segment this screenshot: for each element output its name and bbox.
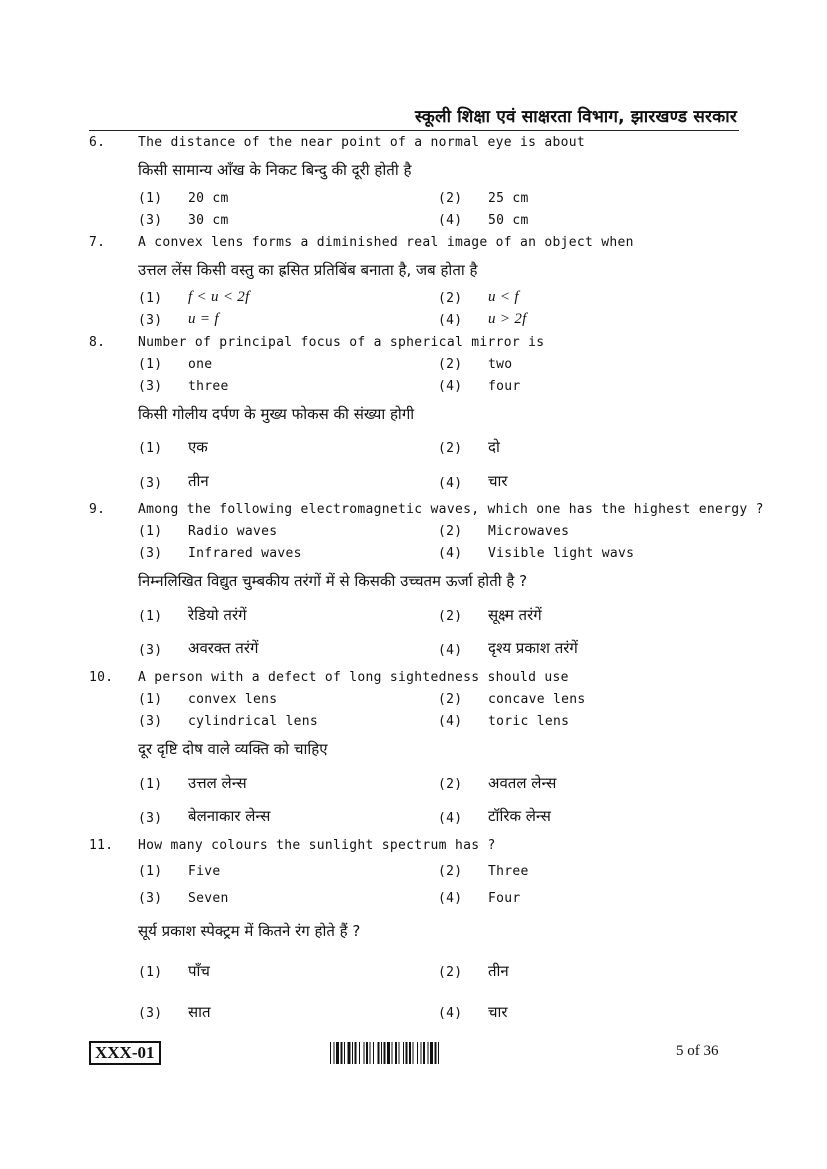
question-text-en: How many colours the sunlight spectrum has ? (138, 838, 496, 853)
option-text: 30 cm (188, 213, 229, 228)
question-text-en: Among the following electromagnetic waves, which one has the highest energy ? (138, 502, 764, 517)
option-text: सात (188, 1003, 211, 1021)
option-number: (3) (138, 213, 163, 228)
option-number: (4) (438, 476, 463, 491)
option-text: convex lens (188, 692, 278, 707)
page-header-title: स्कूली शिक्षा एवं साक्षरता विभाग, झारखण्ड सरकार (414, 107, 737, 127)
option-text: दृश्य प्रकाश तरंगें (488, 639, 578, 657)
option-number: (3) (138, 1006, 163, 1021)
option-number: (2) (438, 965, 463, 980)
option-text: चार (488, 472, 508, 490)
paper-code-box: XXX-01 (89, 1041, 161, 1065)
option-number: (3) (138, 714, 163, 729)
question-number: 7. (89, 235, 106, 250)
option-text: अवतल लेन्स (488, 774, 557, 792)
option-number: (1) (138, 524, 163, 539)
option-text: u < f (488, 289, 519, 305)
option-text: two (488, 357, 513, 372)
option-number: (4) (438, 379, 463, 394)
question-text-en: A person with a defect of long sightedness should use (138, 670, 569, 685)
option-number: (4) (438, 313, 463, 328)
option-number: (4) (438, 1006, 463, 1021)
option-text: रेडियो तरंगें (188, 606, 247, 624)
option-number: (1) (138, 965, 163, 980)
option-text: सूक्ष्म तरंगें (488, 606, 542, 624)
option-text: Infrared waves (188, 546, 302, 561)
barcode (330, 1042, 502, 1064)
question-number: 9. (89, 502, 106, 517)
option-text: three (188, 379, 229, 394)
option-text: अवरक्त तरंगें (188, 639, 259, 657)
option-text: f < u < 2f (188, 289, 250, 305)
option-number: (2) (438, 441, 463, 456)
option-text: एक (188, 438, 208, 456)
option-number: (3) (138, 643, 163, 658)
question-number: 8. (89, 335, 106, 350)
option-number: (1) (138, 609, 163, 624)
option-text: four (488, 379, 521, 394)
option-text: Microwaves (488, 524, 570, 539)
option-number: (3) (138, 891, 163, 906)
option-number: (3) (138, 313, 163, 328)
option-number: (1) (138, 441, 163, 456)
option-text: Visible light wavs (488, 546, 635, 561)
question-number: 10. (89, 670, 114, 685)
option-text: Five (188, 864, 221, 879)
option-text: Three (488, 864, 529, 879)
question-text-en: A convex lens forms a diminished real image of an object when (138, 235, 634, 250)
option-number: (2) (438, 291, 463, 306)
option-number: (3) (138, 379, 163, 394)
option-text: Seven (188, 891, 229, 906)
option-text: पाँच (188, 962, 210, 980)
option-text: toric lens (488, 714, 570, 729)
option-number: (2) (438, 692, 463, 707)
option-number: (4) (438, 891, 463, 906)
option-text: Four (488, 891, 521, 906)
option-number: (4) (438, 811, 463, 826)
question-text-hi: दूर दृष्टि दोष वाले व्यक्ति को चाहिए (138, 740, 328, 758)
option-number: (2) (438, 777, 463, 792)
question-text-hi: निम्नलिखित विद्युत चुम्बकीय तरंगों में से किसकी उच्चतम ऊर्जा होती है ? (138, 572, 528, 590)
option-text: u > 2f (488, 311, 527, 327)
option-number: (4) (438, 714, 463, 729)
page-number: 5 of 36 (676, 1043, 719, 1059)
option-text: cylindrical lens (188, 714, 319, 729)
option-number: (2) (438, 864, 463, 879)
option-text: तीन (488, 962, 509, 980)
option-text: one (188, 357, 213, 372)
question-text-hi: किसी गोलीय दर्पण के मुख्य फोकस की संख्या होगी (138, 405, 415, 423)
option-text: u = f (188, 311, 219, 327)
question-text-en: Number of principal focus of a spherical mirror is (138, 335, 545, 350)
question-text-hi: सूर्य प्रकाश स्पेक्ट्रम में कितने रंग होते हैं ? (138, 922, 361, 940)
question-number: 11. (89, 838, 114, 853)
option-number: (4) (438, 213, 463, 228)
option-number: (4) (438, 546, 463, 561)
option-number: (1) (138, 777, 163, 792)
option-text: 50 cm (488, 213, 529, 228)
option-number: (1) (138, 191, 163, 206)
option-number: (2) (438, 524, 463, 539)
option-text: 25 cm (488, 191, 529, 206)
option-text: दो (488, 438, 500, 456)
option-number: (1) (138, 864, 163, 879)
option-number: (1) (138, 357, 163, 372)
option-number: (3) (138, 476, 163, 491)
option-text: 20 cm (188, 191, 229, 206)
option-number: (2) (438, 357, 463, 372)
option-text: टॉरिक लेन्स (488, 807, 551, 825)
option-number: (2) (438, 191, 463, 206)
option-number: (3) (138, 811, 163, 826)
question-text-en: The distance of the near point of a normal eye is about (138, 135, 585, 150)
question-text-hi: उत्तल लेंस किसी वस्तु का ह्रसित प्रतिबिंब बनाता है, जब होता है (138, 261, 478, 279)
option-number: (2) (438, 609, 463, 624)
option-text: उत्तल लेन्स (188, 774, 247, 792)
option-text: Radio waves (188, 524, 278, 539)
option-text: तीन (188, 472, 209, 490)
question-number: 6. (89, 135, 106, 150)
option-number: (3) (138, 546, 163, 561)
option-text: concave lens (488, 692, 586, 707)
option-number: (4) (438, 643, 463, 658)
header-divider (89, 130, 739, 131)
question-text-hi: किसी सामान्य आँख के निकट बिन्दु की दूरी होती है (138, 161, 412, 179)
option-text: चार (488, 1003, 508, 1021)
option-number: (1) (138, 291, 163, 306)
option-text: बेलनाकार लेन्स (188, 807, 271, 825)
option-number: (1) (138, 692, 163, 707)
